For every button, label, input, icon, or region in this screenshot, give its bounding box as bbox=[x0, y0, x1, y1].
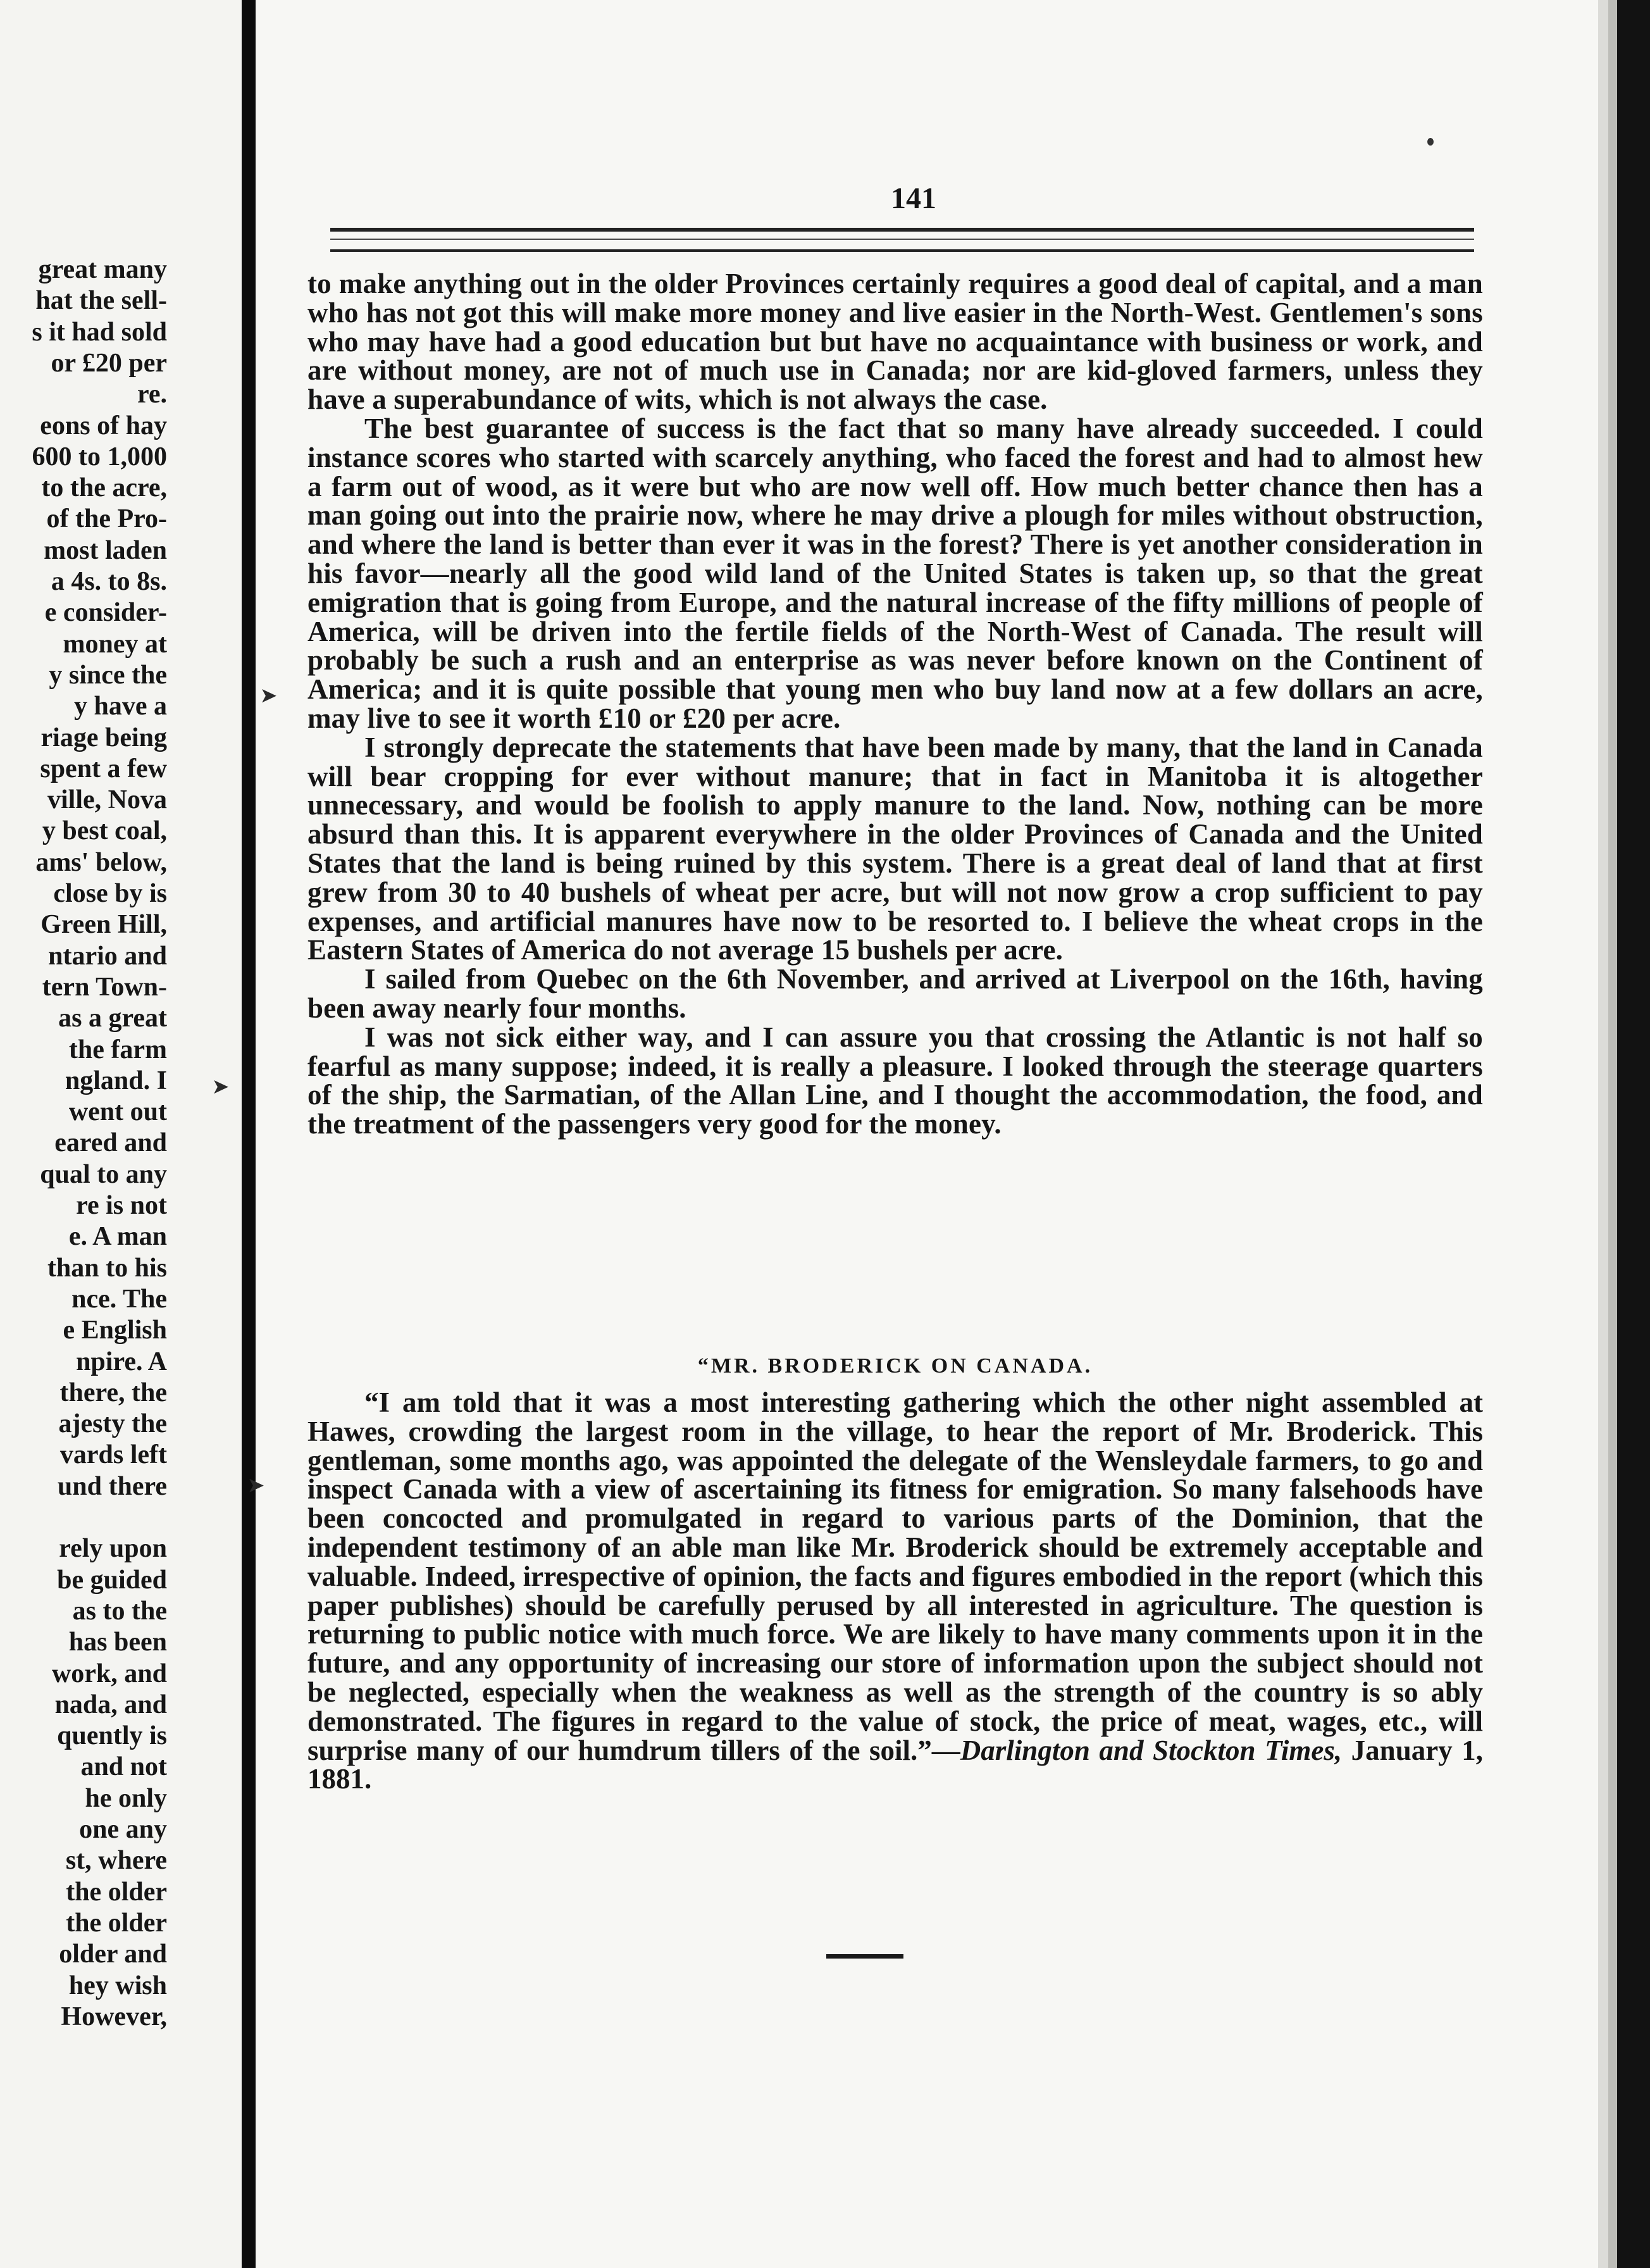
left-page-line: close by is bbox=[53, 879, 167, 908]
left-page-line: a 4s. to 8s. bbox=[51, 567, 167, 596]
left-page-line: money at bbox=[63, 629, 167, 659]
left-page-line: ams' below, bbox=[35, 847, 167, 877]
page-number: 141 bbox=[891, 182, 936, 215]
left-page-line: he only bbox=[85, 1783, 167, 1813]
left-page-line: work, and bbox=[51, 1659, 167, 1688]
margin-arrow-mark: ➤ bbox=[213, 1076, 229, 1097]
left-page-line: 600 to 1,000 bbox=[32, 442, 167, 471]
left-page-line: qual to any bbox=[40, 1159, 167, 1189]
left-page-line: the farm bbox=[68, 1035, 167, 1064]
left-page-line: there, the bbox=[59, 1378, 167, 1407]
left-page-line: st, where bbox=[65, 1846, 167, 1876]
left-page-line: e consider- bbox=[44, 598, 167, 628]
left-page-line: the older bbox=[66, 1908, 167, 1938]
left-page-line: ville, Nova bbox=[47, 785, 167, 815]
margin-arrow-mark: ➤ bbox=[248, 1475, 264, 1496]
header-rule bbox=[330, 228, 1474, 252]
page-edge-shadow bbox=[1608, 0, 1617, 2268]
left-page-line: s it had sold bbox=[32, 317, 167, 347]
left-page-line: the older bbox=[66, 1877, 167, 1907]
left-page-line: ajesty the bbox=[58, 1409, 167, 1439]
left-page-line: riage being bbox=[40, 723, 167, 752]
left-page-line: ntario and bbox=[48, 941, 167, 971]
end-rule bbox=[826, 1954, 903, 1959]
left-page-line: However, bbox=[61, 2002, 167, 2031]
left-page-line: rely upon bbox=[59, 1534, 167, 1564]
left-page-line: went out bbox=[68, 1097, 167, 1127]
left-page-fragment bbox=[0, 0, 242, 2268]
article-body bbox=[307, 270, 1483, 1139]
left-page-line: eons of hay bbox=[40, 411, 167, 440]
left-page-line: be guided bbox=[57, 1565, 167, 1595]
left-page-line: tern Town- bbox=[42, 972, 167, 1002]
left-page-line: older and bbox=[59, 1940, 167, 1969]
left-page-line: of the Pro- bbox=[46, 504, 167, 534]
quoted-article bbox=[307, 1388, 1483, 1794]
left-page-line: hey wish bbox=[68, 1971, 167, 2000]
left-page-line: than to his bbox=[47, 1253, 167, 1283]
left-page-line: as to the bbox=[72, 1596, 167, 1626]
left-page-line: y have a bbox=[74, 692, 167, 721]
left-page-line: quently is bbox=[57, 1721, 167, 1751]
left-page-line: one any bbox=[79, 1815, 167, 1844]
left-page-line: vards left bbox=[59, 1440, 167, 1470]
left-page-line: y best coal, bbox=[42, 816, 167, 846]
paragraph-manure: I strongly deprecate the statements that have been made by many, that the land in Canada will bear cropping for ever without manure; that in fact in Manitoba it is altogether unnecessary, and would be foolish to apply manure to the land. Now, nothing can be more absurd than this. It is apparent everywhere in the older Provinces of Canada and the United States that the land is being ruined by this system. There is a great deal of land that at first grew from 30 to 40 bushels of wheat per acre, but will not now grow a crop sufficient to pay expenses, and artificial manures have now to be resorted to. I believe the wheat crops in the Eastern States of America do not average 15 bushels per acre. bbox=[307, 731, 1483, 966]
page-edge bbox=[1598, 0, 1608, 2268]
paragraph-guarantee: The best guarantee of success is the fact that so many have already succeeded. I could instance scores who started with scarcely anything, who faced the forest and had to almost hew a farm out of wood, as it were but who are now well off. How much better chance then has a man going out into the prairie now, where he may drive a plough for miles without obstruction, and where the land is better than ever it was in the forest? There is yet another consideration in his favor—nearly all the good wild land of the United States is taken up, so that the great emigration that is going from Europe, and the natural increase of the fifty millions of people of America, will be driven into the fertile fields of the North-West of Canada. The result will probably be such a rush and an enterprise as was never before known on the Continent of America; and it is quite possible that young men who buy land now at a few dollars an acre, may live to see it worth £10 or £20 per acre. bbox=[307, 412, 1483, 734]
paragraph-continuation: to make anything out in the older Provinces certainly requires a good deal of capital, and a man who has not got this will make more money and live easier in the North-West. Gentlemen's sons who may have had a good education but but have no acquaintance with business or work, and are without money, are not of much use in Canada; nor are kid-gloved farmers, unless they have a superabundance of wits, which is not always the case. bbox=[307, 268, 1483, 416]
quote-date: January 1, 1881. bbox=[307, 1734, 1483, 1795]
left-page-line: re. bbox=[137, 380, 167, 409]
left-page-line: nada, and bbox=[54, 1690, 167, 1719]
ink-spot bbox=[1427, 138, 1434, 146]
quote-paragraph bbox=[307, 1388, 1483, 1794]
paragraph-crossing: I was not sick either way, and I can assure you that crossing the Atlantic is not half so fearful as many suppose; indeed, it is really a pleasure. I looked through the steerage quarters of the ship, the Sarmatian, of the Allan Line, and I thought the accommodation, the food, and the treatment of the passengers very good for the money. bbox=[307, 1021, 1483, 1140]
left-page-line: und there bbox=[57, 1471, 167, 1501]
left-page-line: nce. The bbox=[71, 1284, 167, 1314]
left-page-line: has been bbox=[68, 1628, 167, 1657]
quote-source: Darlington and Stockton Times, bbox=[960, 1734, 1343, 1766]
left-page-line: great many bbox=[38, 255, 167, 284]
book-gutter bbox=[242, 0, 256, 2268]
section-heading: “MR. BRODERICK ON CANADA. bbox=[697, 1354, 1093, 1378]
left-page-line: Green Hill, bbox=[40, 910, 167, 940]
paragraph-voyage: I sailed from Quebec on the 6th November, and arrived at Liverpool on the 16th, having been away nearly four months. bbox=[307, 963, 1483, 1024]
left-page-line: eared and bbox=[54, 1128, 167, 1158]
left-page-line: to the acre, bbox=[41, 473, 167, 503]
left-page-line: e English bbox=[63, 1316, 167, 1345]
quote-text: “I am told that it was a most interesting gathering which the other night assembled at Hawes, crowding the largest room in the village, to hear the report of Mr. Broderick. This gentleman, some months ago, was appointed the delegate of the Wensleydale farmers, to go and inspect Canada with a view of ascertaining its fitness for emigration. So many falsehoods have been concocted and promulgated in regard to various parts of the Dominion, that the independent testimony of an able man like Mr. Broderick should be extremely acceptable and valuable. Indeed, irrespective of opinion, the facts and figures embodied in the report (which this paper publishes) should be carefully perused by all interested in agriculture. The question is returning to public notice with much force. We are likely to have many comments upon it in the future, and any opportunity of increasing our store of information upon the subject should not be neglected, especially when the weakness as well as the strength of the country is so ably demonstrated. The figures in regard to the value of stock, the price of meat, wages, etc., will surprise many of our humdrum tillers of the soil.”— bbox=[307, 1386, 1483, 1766]
left-page-line: and not bbox=[80, 1752, 167, 1782]
left-page-line: e. A man bbox=[68, 1222, 167, 1252]
margin-arrow-mark: ➤ bbox=[261, 685, 277, 706]
left-page-line: hat the sell- bbox=[35, 286, 167, 316]
left-page-line: spent a few bbox=[40, 754, 167, 783]
left-page-line: ngland. I bbox=[65, 1066, 167, 1095]
left-page-line: re is not bbox=[76, 1191, 167, 1220]
left-page-line: or £20 per bbox=[51, 348, 167, 378]
scan-border bbox=[1617, 0, 1650, 2268]
left-page-line: y since the bbox=[49, 660, 167, 690]
left-page-line: as a great bbox=[58, 1004, 167, 1033]
left-page-line: npire. A bbox=[76, 1347, 167, 1376]
left-page-line: most laden bbox=[44, 535, 167, 565]
